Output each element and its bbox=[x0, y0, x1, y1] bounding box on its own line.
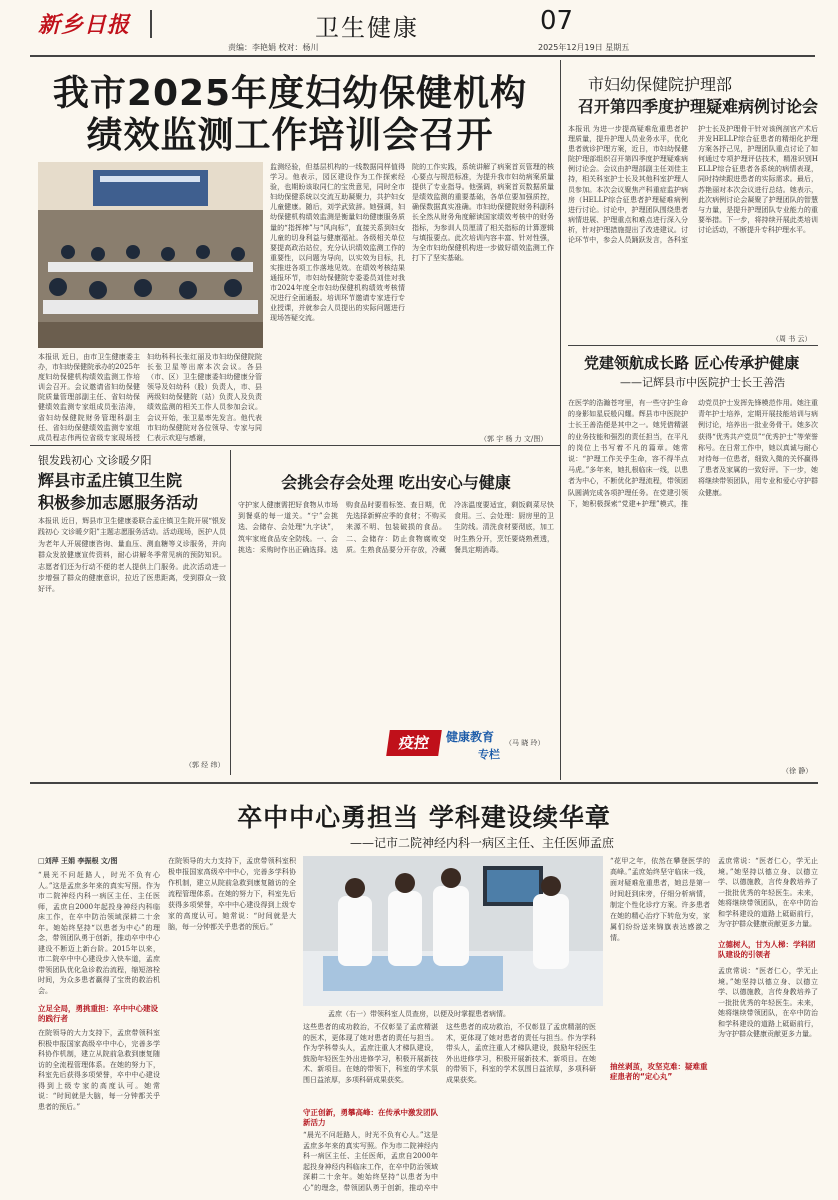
bottom-column-6: 孟庶常说：“医者仁心，学无止境。”她坚持以德立身、以德立学、以德施教，言传身教培养了一批批优秀的年轻医生。未来，她将继续带领团队，在卒中防治和学科建设的道路上砥砺前行，为守护群众健康贡献更多力量。 bbox=[718, 857, 818, 928]
health-education-badge bbox=[388, 722, 523, 766]
bottom-column-3: 这些患者的成功救治，不仅彰显了孟庶精湛的医术，更体现了她对患者的责任与担当。作为学科带头人，孟庶注重人才梯队建设，鼓励年轻医生外出进修学习，积极开展新技术、新项目。在她的带领下，科室的学术氛围日益浓厚，多项科研成果获奖。 bbox=[303, 1023, 438, 1084]
left-mid-author: （郭 经 纬） bbox=[185, 761, 225, 769]
lead-column-2: 妇幼科科长张红丽及市妇幼保健院院长张卫星等出席本次会议。各县（市、区）卫生健康委妇幼健康分管领导及妇幼科（股）负责人，市、县两级妇幼保健院（站）负责人及负责绩效监测的相关工作人员参加会议。会议开始，张卫星率先发言。他代表市妇幼保健院对各位领导、专家与同仁表示欢迎与感谢， bbox=[147, 353, 262, 442]
right-top-author: （周 书 云） bbox=[772, 335, 812, 343]
lead-column-3: 监测经验，但基层机构的一线数据同样值得学习。他表示，园区建设作为工作探索经验，也期盼该取同仁的宝贵意见，同时全市妇幼保健系统以交流互助凝聚力，共护妇女儿童健康。随后，刘学武致辞。她强调，妇幼保健机构绩效监测是衡量妇幼健康服务质量的“指挥棒”与“风向标”，直接关系到妇女儿童的切身利益与健康福祉。各级相关单位要提高政治站位，充分认识绩效监测工作的重要性，以问题为导向，以实效为目标，扎实推进各项工作落地见效。在绩效考核结果通报环节，市妇幼保健院专委委员刘佳对我市2024年度全市妇幼保健机构绩效考核情况进行全面通报。培训环节邀请专家进行专业授课，并就参会人员提出的实际问题进行现场答疑交流。 bbox=[270, 163, 405, 323]
section-title: 卫生健康 bbox=[315, 14, 419, 42]
badge-main-label: 疫控 bbox=[386, 730, 442, 756]
lead-author: （郭 宇 杨 力 文/图） bbox=[480, 435, 548, 443]
lead-column-4: 院的工作实践，系统讲解了病案首页管理的核心要点与规范标准，为提升我市妇幼病案质量提供了专业指导。他强调，病案首页数据质量是绩效监测的重要基础，各单位要加强质控，确保数据真实准确。市妇幼保健院财务科副科长全然从财务角度解读国家绩效考核中的财务指标，为参训人员厘清了相关指标的计算逻辑与填报要点。此次培训内容丰富、针对性强，为全市妇幼保健机构进一步做好绩效监测工作打下了坚实基础。 bbox=[412, 163, 554, 262]
lead-headline-line2: 绩效监测工作培训会召开 bbox=[86, 115, 494, 156]
left-mid-headline-2: 积极参加志愿服务活动 bbox=[38, 493, 199, 512]
issue-date: 2025年12月19日 星期五 bbox=[538, 43, 630, 52]
bottom-column-6b: 孟庶常说：“医者仁心，学无止境。”她坚持以德立身、以德立学、以德施教，言传身教培养了一批批优秀的年轻医生。未来，她将继续带领团队，在卒中防治和学科建设的道路上砥砺前行，为守护群众健康贡献更多力量。 bbox=[718, 967, 818, 1038]
editors-credit: 责编：李艳娟 校对：杨川 bbox=[228, 43, 319, 52]
center-mid-text: 守护家人健康需把好食物从市场到餐桌的每一道关。“宁”会挑选、会储存、会处理“九字诀”，筑牢家庭食品安全防线。一、会挑选：采购时作出正确选择。选购食品时要看标签、查日期，优先选择新鲜应季的食材；不购买来源不明、包装破损的食品。二、会储存：防止食物腐败变质。生熟食品要分开存放，冷藏冷冻温度要适宜，剩饭剩菜尽快食用。三、会处理：厨房里的卫生防线。清洗食材要彻底，加工时生熟分开，烹饪要烧熟煮透，餐具定期消毒。 bbox=[238, 501, 554, 554]
bottom-column-2: 在院领导的大力支持下，孟庶带领科室积极申报国家高级卒中中心，完善多学科协作机制，建立从院前急救到康复随访的全流程管理体系。在她的努力下，科室先后获得多项荣誉，卒中中心建设得到上级专家的高度认可。她常说：“时间就是大脑，每一分钟都关乎患者的预后。” bbox=[168, 857, 296, 931]
bottom-headline: 卒中中心勇担当 学科建设续华章 bbox=[237, 803, 611, 832]
bottom-column-3b: “晨光不问赶路人，时光不负有心人。”这是孟庶多年来的真实写照。作为市二院神经内科一病区主任、主任医师，孟庶自2000年起投身神经内科临床工作，在卒中防治领域深耕二十余年。她始终坚持“以患者为中心”的理念，带领团队勇于创新，推动卒中 bbox=[303, 1131, 438, 1192]
right-mid-headline: 党建领航成长路 匠心传承护健康 bbox=[584, 354, 800, 372]
right-top-text: 本报讯 为进一步提高疑难危重患者护理质量，提升护理人员业务水平，优化患者就诊护理方案，近日，市妇幼保健院护理部组织召开第四季度护理疑难病例讨论会。会议由护理部副主任刘佳主持，相关科室护士长及其他科室护理人员参加。本次会议聚焦产科重症监护病房（HELLP综合征患者护理疑难病例进行讨论。讨论中，护理团队围绕患者病情进展、护理重点和难点进行深入分析，针对护理措施提出了改进建议。讨论环节中，参会人员踊跃发言，各科室护士长及护理骨干针对该例剖宫产术后并发HELLP综合征患者的精细化护理方案各抒己见，护理团队重点讨论了如何通过专项护理评估技术，精准识别HELLP综合征患者各系统的病情表现，同时持续跟进患者的实际需求。最后，苏艳丽对本次会议进行总结。她表示，此次病例讨论会凝聚了护理团队的智慧与力量，是提升护理团队专业能力的重要举措。下一步，将持续开展此类培训讨论活动，不断提升专科护理水平。 bbox=[568, 125, 818, 245]
bottom-byline: □刘萍 王娟 李振根 文/图 bbox=[38, 857, 118, 865]
bottom-subheading-2: 守正创新，勇攀高峰：在传承中激发团队新活力 bbox=[303, 1108, 438, 1127]
left-mid-text: 本报讯 近日，辉县市卫生健康委联合孟庄镇卫生院开展“银发践初心 文诊暖夕阳”主题志愿服务活动。活动现场，医护人员为老年人开展健康咨询、量血压、测血糖等义诊服务，并向群众发放健康宣传资料，耐心讲解冬季常见病的预防知识。志愿者们还为行动不便的老人提供上门服务。此次活动进一步增强了群众的健康意识，拉近了医患距离，受到群众一致好评。 bbox=[38, 517, 226, 594]
badge-subtitle: 专栏 bbox=[478, 748, 500, 761]
bottom-subheading-3: 抽丝剥茧，攻坚克难：疑难重症患者的“定心丸” bbox=[610, 1062, 710, 1082]
right-top-separator bbox=[568, 345, 818, 346]
bottom-subhead: ——记市二院神经内科一病区主任、主任医师孟庶 bbox=[350, 836, 615, 850]
left-mid-divider bbox=[230, 450, 231, 775]
right-top-headline-1: 市妇幼保健院护理部 bbox=[588, 75, 733, 94]
bottom-rule bbox=[30, 782, 818, 784]
bottom-column-1b: 在院领导的大力支持下，孟庶带领科室积极申报国家高级卒中中心，完善多学科协作机制，建立从院前急救到康复随访的全流程管理体系。在她的努力下，科室先后获得多项荣誉，卒中中心建设得到上级专家的高度认可。她常说：“时间就是大脑，每一分钟都关乎患者的预后。” bbox=[38, 1029, 160, 1111]
left-mid-headline-1: 辉县市孟庄镇卫生院 bbox=[38, 471, 183, 490]
center-mid-author: （马 晓 玲） bbox=[505, 739, 545, 747]
lead-photo bbox=[38, 162, 263, 348]
center-mid-headline: 会挑会存会处理 吃出安心与健康 bbox=[281, 473, 511, 492]
lead-column-1: 本报讯 近日，由市卫生健康委主办，市妇幼保健院承办的2025年度妇幼保健机构绩效监测工作培训会召开。会议邀请省妇幼保健院质量管理部副主任、省妇幼保健绩效监测专家组成员张洁涛，省妇幼保健院财务管理科副主任、省妇幼保健绩效监测专家组成员程志伟两位省级专家现场授 bbox=[38, 353, 140, 442]
bottom-subheading-4: 立德树人，甘为人梯：学科团队建设的引领者 bbox=[718, 940, 816, 959]
left-mid-kicker: 银发践初心 文诊暖夕阳 bbox=[38, 454, 152, 467]
photo-caption: 孟庶（右一）带领科室人员查房，以便及时掌握患者病情。 bbox=[328, 1010, 510, 1018]
masthead-divider bbox=[150, 10, 152, 38]
masthead-rule bbox=[30, 55, 815, 57]
column-divider-right bbox=[560, 60, 561, 780]
bottom-subheading-1: 立足全局，勇挑重担：卒中中心建设的践行者 bbox=[38, 1004, 158, 1023]
newspaper-logo: 新乡日报 bbox=[38, 12, 131, 38]
mid-rule bbox=[30, 445, 560, 446]
right-mid-subhead: ——记辉县市中医院护士长王善浩 bbox=[620, 376, 785, 389]
page-number: 07 bbox=[540, 6, 574, 36]
right-mid-author: （徐 静） bbox=[782, 767, 813, 775]
right-top-headline-2: 召开第四季度护理疑难病例讨论会 bbox=[578, 97, 819, 116]
bottom-column-1: “晨光不问赶路人，时光不负有心人。”这是孟庶多年来的真实写照。作为市二院神经内科一病区主任、主任医师，孟庶自2000年起投身神经内科临床工作，在卒中防治领域深耕二十余年。她始终坚持“以患者为中心”的理念，带领团队勇于创新，推动卒中中心建设不断迈上新台阶。2015年以来，市二院卒中中心建设步入快车道，孟庶带领团队优化急诊救治流程，缩短溶栓时间，为众多患者赢得了宝贵的救治机会。 bbox=[38, 871, 160, 995]
badge-title: 健康教育 bbox=[446, 730, 495, 744]
lead-headline-line1: 我市2025年度妇幼保健机构 bbox=[52, 73, 528, 114]
ward-rounds-photo bbox=[303, 856, 603, 1006]
bottom-column-4: 这些患者的成功救治，不仅彰显了孟庶精湛的医术，更体现了她对患者的责任与担当。作为学科带头人，孟庶注重人才梯队建设，鼓励年轻医生外出进修学习，积极开展新技术、新项目。在她的带领下，科室的学术氛围日益浓厚，多项科研成果获奖。 bbox=[446, 1023, 596, 1084]
bottom-column-5: “花甲之年，依然在攀登医学的高峰。”孟庶始终坚守临床一线，面对疑难危重患者，她总是第一时间赶到床旁，仔细分析病情，制定个性化诊疗方案。许多患者在她的精心治疗下转危为安，家属们纷纷送来锦旗表达感激之情。 bbox=[610, 857, 710, 942]
right-mid-text: 在医学的浩瀚苍穹里，有一些守护生命的身影如星辰般闪耀。辉县市中医院护士长王善浩便是其中之一。她凭借精湛的业务技能和强烈的责任担当，在平凡的岗位上书写着不凡的篇章。她常说：“护理工作关乎生命，容不得半点马虎。”多年来，她扎根临床一线，以患者为中心，不断优化护理流程，带领团队圆满完成各项护理任务。在党建引领下，她积极探索“党建+护理”模式，推动党员护士发挥先锋模范作用。她注重青年护士培养，定期开展技能培训与病例讨论，培养出一批业务骨干。她多次获得“优秀共产党员”“优秀护士”等荣誉称号。在日常工作中，她以真诚与耐心对待每一位患者，细致入微的关怀赢得了患者及家属的一致好评。下一步，她将继续带领团队，用专业和爱心守护群众健康。 bbox=[568, 399, 818, 508]
